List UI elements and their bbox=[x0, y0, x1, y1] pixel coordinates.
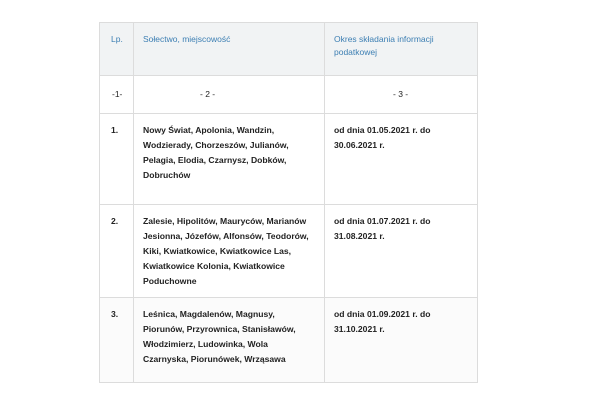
tax-schedule-table bbox=[99, 22, 478, 383]
row-okres: od dnia 01.09.2021 r. do 31.10.2021 r. bbox=[325, 298, 478, 383]
row-miejscowosci: Leśnica, Magdalenów, Magnusy, Piorunów, Przyrownica, Stanisławów, Włodzimierz, Ludowinka, Wola Czarnyska, Piorunówek, Wrząsawa bbox=[134, 298, 325, 383]
row-lp: 1. bbox=[100, 114, 134, 205]
row-miejscowosci: Nowy Świat, Apolonia, Wandzin, Wodzierady, Chorzeszów, Julianów, Pelagia, Elodia, Czarnysz, Dobków, Dobruchów bbox=[134, 114, 325, 205]
header-solectwo: Sołectwo, miejscowość bbox=[134, 23, 325, 76]
table-row bbox=[100, 298, 478, 383]
table-row bbox=[100, 205, 478, 298]
column-number-2: - 2 - bbox=[134, 76, 325, 114]
table-row bbox=[100, 114, 478, 205]
row-okres: od dnia 01.05.2021 r. do 30.06.2021 r. bbox=[325, 114, 478, 205]
row-okres: od dnia 01.07.2021 r. do 31.08.2021 r. bbox=[325, 205, 478, 298]
column-number-row bbox=[100, 76, 478, 114]
row-miejscowosci: Zalesie, Hipolitów, Mauryców, Marianów Jesionna, Józefów, Alfonsów, Teodorów, Kiki, Kwiatkowice, Kwiatkowice Las, Kwiatkowice Kolonia, Kwiatkowice Poduchowne bbox=[134, 205, 325, 298]
column-number-3: - 3 - bbox=[325, 76, 478, 114]
header-okres: Okres składania informacji podatkowej bbox=[325, 23, 478, 76]
header-row bbox=[100, 23, 478, 76]
header-lp: Lp. bbox=[100, 23, 134, 76]
column-number-1: -1- bbox=[100, 76, 134, 114]
row-lp: 3. bbox=[100, 298, 134, 383]
row-lp: 2. bbox=[100, 205, 134, 298]
